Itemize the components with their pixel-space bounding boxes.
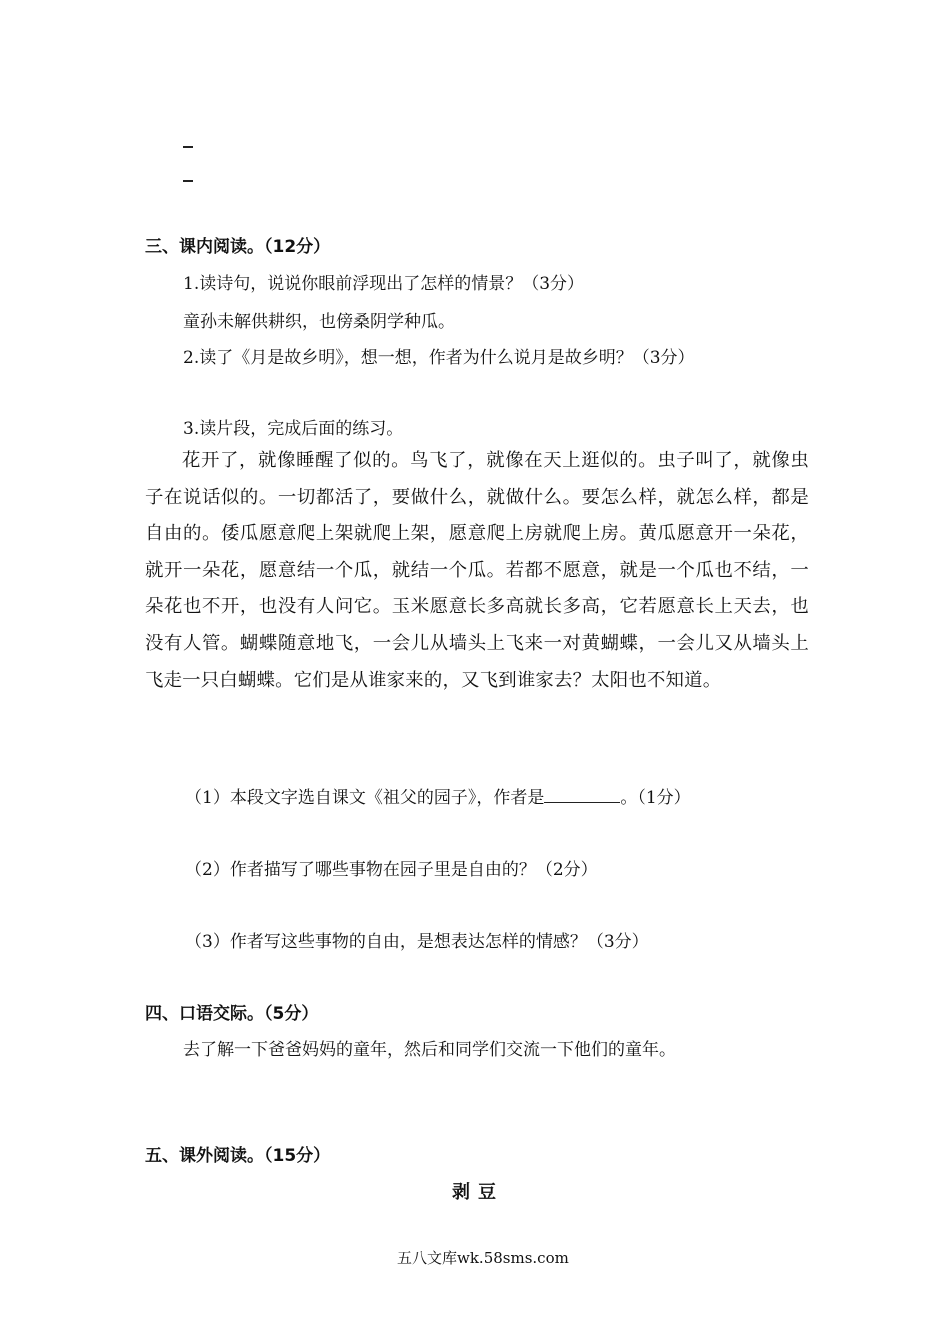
section-4-heading: 四、口语交际。（5分） [145, 1004, 319, 1024]
sub-question-1-text: （1）本段文字选自课文《祖父的园子》，作者是 [185, 788, 545, 808]
section-5-heading: 五、课外阅读。（15分） [145, 1146, 331, 1166]
author-answer-blank[interactable] [544, 787, 620, 803]
sub-question-3: （3）作者写这些事物的自由，是想表达怎样的情感？（3分） [185, 932, 649, 952]
question-3: 3.读片段，完成后面的练习。 [183, 419, 404, 439]
sub-question-1 [185, 783, 691, 808]
footer-watermark: 五八文库wk.58sms.com [397, 1249, 569, 1267]
question-1: 1.读诗句，说说你眼前浮现出了怎样的情景？（3分） [183, 274, 585, 294]
article-title: 剥豆 [452, 1182, 504, 1203]
poem-line: 童孙未解供耕织，也傍桑阴学种瓜。 [183, 312, 455, 332]
answer-line-mark-2 [183, 180, 193, 182]
sub-question-1-score: 。（1分） [620, 788, 691, 808]
sub-question-2: （2）作者描写了哪些事物在园子里是自由的？（2分） [185, 860, 598, 880]
answer-line-mark-1 [183, 146, 193, 148]
section-4-text: 去了解一下爸爸妈妈的童年，然后和同学们交流一下他们的童年。 [183, 1040, 676, 1060]
section-3-heading: 三、课内阅读。（12分） [145, 237, 331, 257]
question-2: 2.读了《月是故乡明》，想一想，作者为什么说月是故乡明？（3分） [183, 348, 695, 368]
reading-passage: 花开了，就像睡醒了似的。鸟飞了，就像在天上逛似的。虫子叫了，就像虫子在说话似的。一切都活了，要做什么，就做什么。要怎么样，就怎么样，都是自由的。倭瓜愿意爬上架就爬上架，愿意爬上房就爬上房。黄瓜愿意开一朵花，就开一朵花，愿意结一个瓜，就结一个瓜。若都不愿意，就是一个瓜也不结，一朵花也不开，也没有人问它。玉米愿意长多高就长多高，它若愿意长上天去，也没有人管。蝴蝶随意地飞，一会儿从墙头上飞来一对黄蝴蝶，一会儿又从墙头上飞走一只白蝴蝶。它们是从谁家来的，又飞到谁家去？太阳也不知道。 [145, 450, 809, 691]
